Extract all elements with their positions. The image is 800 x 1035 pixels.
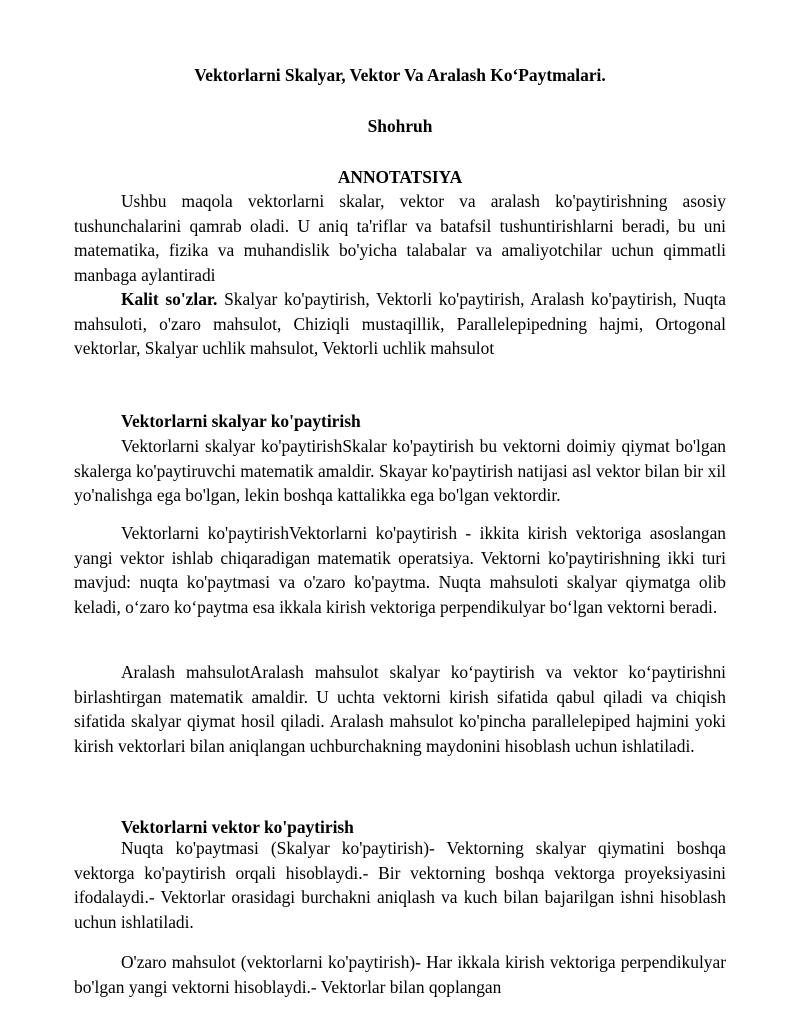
annotation-paragraph: Ushbu maqola vektorlarni skalar, vektor va aralash ko'paytirishning asosiy tushunchalarini qamrab oladi. U aniq ta'riflar va batafsil tushuntirishlarni beradi, bu uni matematika, fizika va muhandislik bo'yicha talabalar va amaliyotchilar uchun qimmatli manbaga aylantiradi [74,191,726,285]
keywords-label: Kalit so'zlar. [121,289,218,309]
keywords-paragraph [74,287,726,361]
author-name: Shohruh [367,116,433,136]
section-heading-vector: Vektorlarni vektor ko'paytirish [121,817,354,837]
scalar-paragraph-2: Vektorlarni ko'paytirishVektorlarni ko'paytirish - ikkita kirish vektoriga asoslangan yangi vektor ishlab chiqaradigan matematik operatsiya. Vektorni ko'paytirishning ikki turi mavjud: nuqta ko'paytmasi va o'zaro ko'paytma. Nuqta mahsuloti skalyar qiymatga olib keladi, o‘zaro ko‘paytma esa ikkala kirish vektoriga perpendikulyar bo‘lgan vektorni beradi. [74,523,726,617]
vector-paragraph-2: O'zaro mahsulot (vektorlarni ko'paytirish)- Har ikkala kirish vektoriga perpendikulyar bo'lgan yangi vektorni hisoblaydi.- Vektorlar bilan qoplangan [74,952,726,997]
annotation-heading: ANNOTATSIYA [337,167,463,187]
scalar-paragraph-1: Vektorlarni skalyar ko'paytirishSkalar ko'paytirish bu vektorni doimiy qiymat bo'lgan skalerga ko'paytiruvchi matematik amaldir. Skayar ko'paytirish natijasi asl vektor bilan bir xil yo'nalishga ega bo'lgan, lekin boshqa kattalikka ega bo'lgan vektordir. [74,436,726,505]
vector-paragraph-1: Nuqta ko'paytmasi (Skalyar ko'paytirish)- Vektorning skalyar qiymatini boshqa vektorga ko'paytirish orqali hisoblaydi.- Bir vektorning boshqa vektorga proyeksiyasini ifodalaydi.- Vektorlar orasidagi burchakni aniqlash va kuch bilan bajarilgan ishni hisoblash uchun ishlatiladi. [74,838,726,932]
keywords-list: Skalyar ko'paytirish, Vektorli ko'paytirish, Aralash ko'paytirish, Nuqta mahsuloti, o'zaro mahsulot, Chiziqli mustaqillik, Parallelepipedning hajmi, Ortogonal vektorlar, Skalyar uchlik mahsulot, Vektorli uchlik mahsulot [74,289,726,358]
section-heading-scalar: Vektorlarni skalyar ko'paytirish [121,411,361,431]
scalar-paragraph-3: Aralash mahsulotAralash mahsulot skalyar ko‘paytirish va vektor ko‘paytirishni birlashtirgan matematik amaldir. U uchta vektorni kirish sifatida qabul qiladi va chiqish sifatida skalyar qiymat hosil qiladi. Aralash mahsulot ko'pincha parallelepiped hajmini yoki kirish vektorlari bilan aniqlangan uchburchakning maydonini hisoblash uchun ishlatiladi. [74,662,726,756]
document-title: Vektorlarni Skalyar, Vektor Va Aralash Ko‘Paytmalari. [194,65,606,85]
